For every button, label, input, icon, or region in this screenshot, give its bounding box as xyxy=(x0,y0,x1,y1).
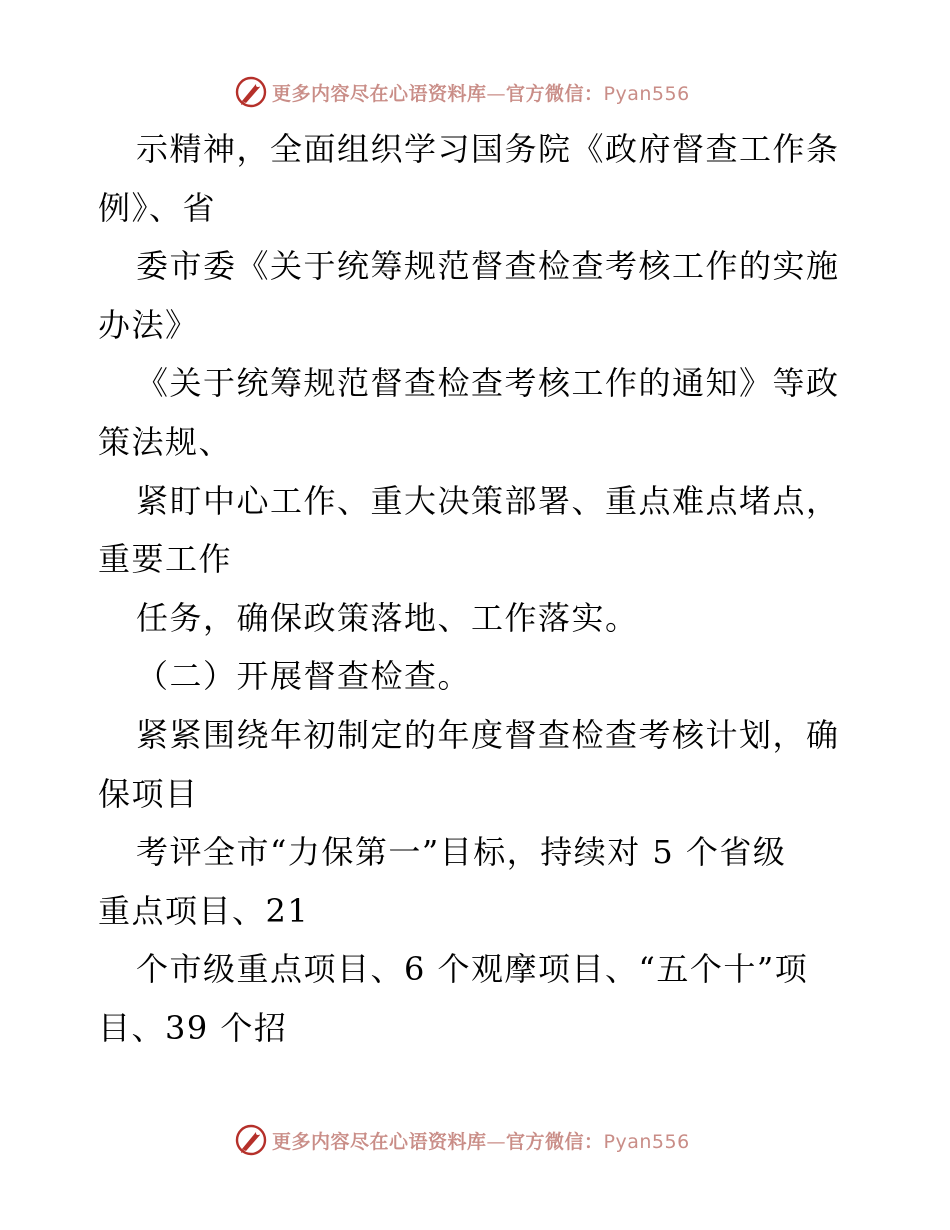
text-line: 个市级重点项目、6 个观摩项目、“五个十”项 xyxy=(136,950,809,989)
watermark-separator: — xyxy=(486,1130,507,1153)
text-line: 保项目 xyxy=(98,774,199,813)
watermark-account: Pyan556 xyxy=(603,82,690,105)
watermark-suffix: 官方微信： xyxy=(506,1130,604,1153)
document-body xyxy=(98,120,858,1058)
text-line: 委市委《关于统筹规范督查检查考核工作的实施 xyxy=(136,247,840,286)
text-line: 紧盯中心工作、重大决策部署、重点难点堵点， xyxy=(136,481,840,520)
header-watermark xyxy=(234,72,754,112)
watermark-separator: — xyxy=(486,82,507,105)
text-line: 考评全市“力保第一”目标，持续对 5 个省级 xyxy=(136,833,787,872)
watermark-suffix: 官方微信： xyxy=(506,82,604,105)
text-line: （二）开展督查检查。 xyxy=(136,657,472,696)
watermark-text xyxy=(272,79,690,106)
text-line: 办法》 xyxy=(98,305,199,344)
pen-logo-icon xyxy=(234,1123,268,1157)
text-line: 例》、省 xyxy=(98,188,217,227)
text-line: 重点项目、21 xyxy=(98,891,310,930)
text-line: 目、39 个招 xyxy=(98,1008,288,1047)
text-line: 紧紧围绕年初制定的年度督查检查考核计划，确 xyxy=(136,715,840,754)
text-line: 策法规、 xyxy=(98,422,233,461)
pen-logo-icon xyxy=(234,75,268,109)
footer-watermark xyxy=(234,1120,754,1160)
text-line: 示精神，全面组织学习国务院《政府督查工作条 xyxy=(136,130,840,168)
watermark-account: Pyan556 xyxy=(603,1130,690,1153)
text-line: 重要工作 xyxy=(98,540,233,579)
text-line: 《关于统筹规范督查检查考核工作的通知》等政 xyxy=(136,364,840,403)
watermark-slogan: 更多内容尽在心语资料库 xyxy=(272,82,487,105)
text-line: 任务，确保政策落地、工作落实。 xyxy=(136,598,639,637)
watermark-slogan: 更多内容尽在心语资料库 xyxy=(272,1130,487,1153)
watermark-text xyxy=(272,1127,690,1154)
